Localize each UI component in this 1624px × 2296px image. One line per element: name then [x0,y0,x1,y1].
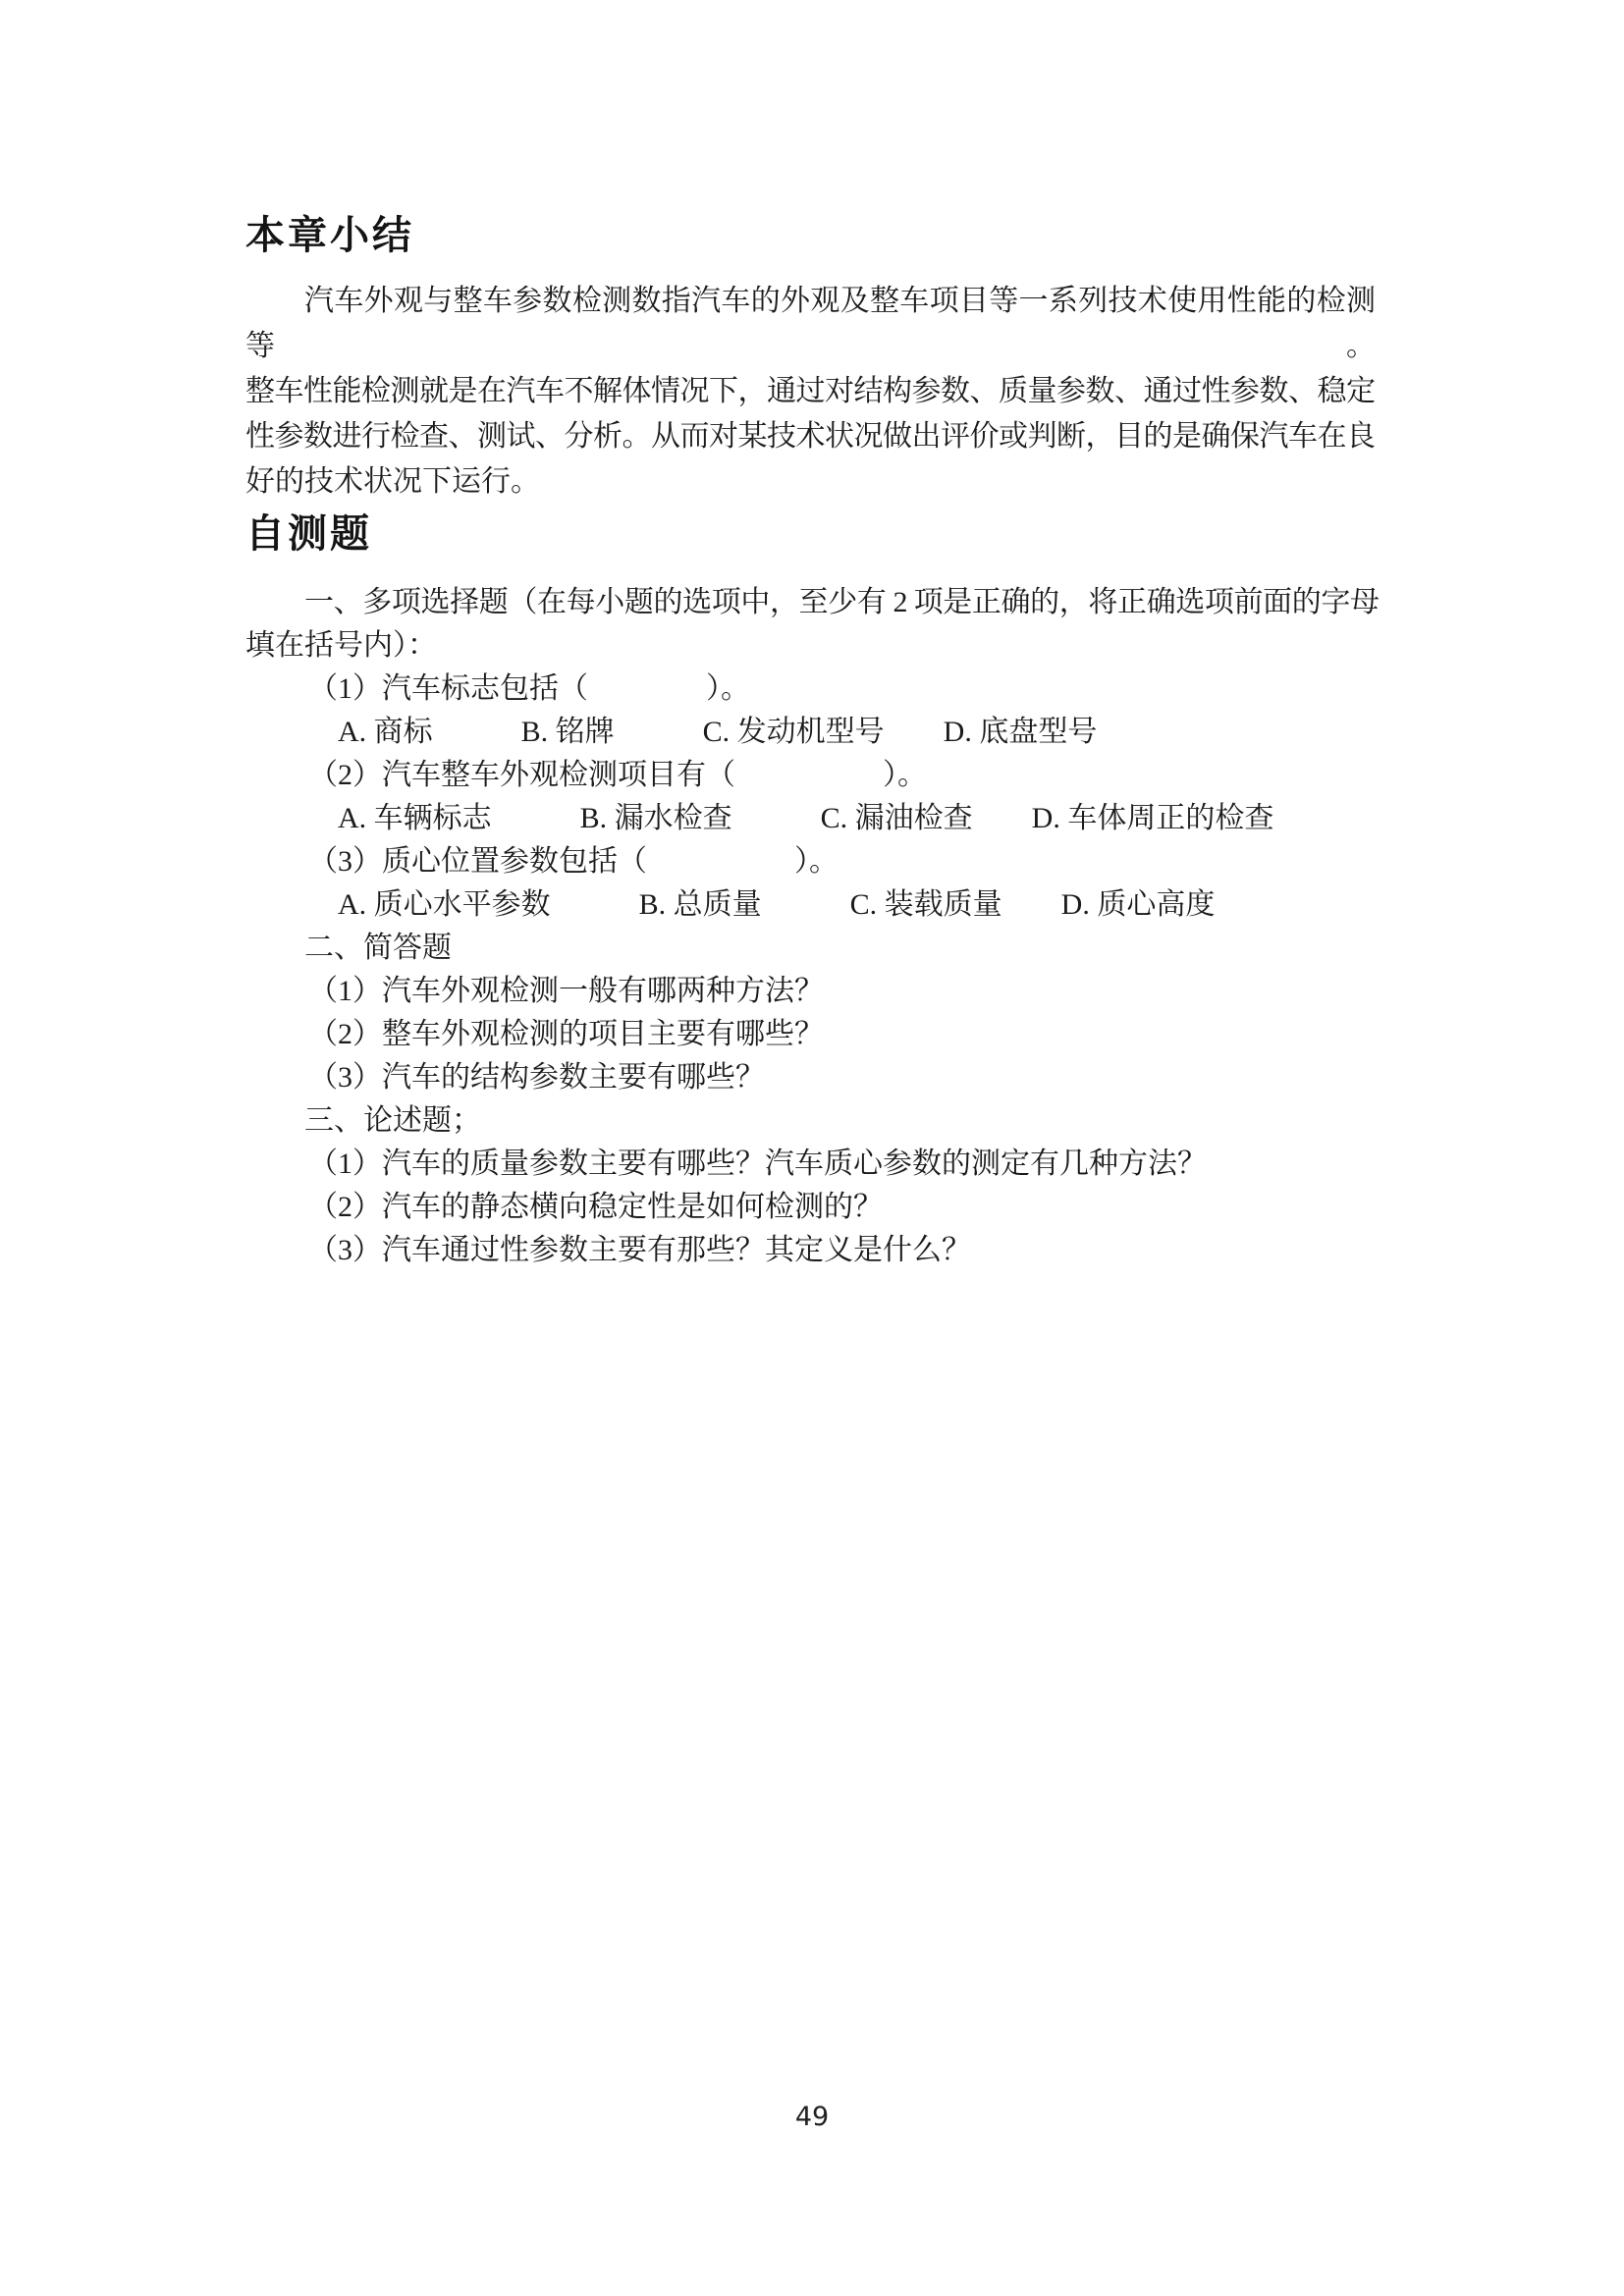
self-test-heading: 自测题 [245,511,372,557]
quiz-options: A. 质心水平参数 B. 总质量 C. 装载质量 D. 质心高度 [338,888,1216,921]
quiz-section-essay: 三、论述题； [304,1104,481,1137]
chapter-summary-heading: 本章小结 [245,213,414,258]
quiz-question: （3）质心位置参数包括（ ）。 [308,845,839,878]
quiz-question: （2）汽车的静态横向稳定性是如何检测的？ [308,1191,883,1223]
chapter-summary-paragraph [245,279,1375,505]
summary-line: 整车性能检测就是在汽车不解体情况下，通过对结构参数、质量参数、通过性参数、稳定 [245,375,1375,407]
summary-line: 汽车外观与整车参数检测数指汽车的外观及整车项目等一系列技术使用性能的检测等。 [245,285,1375,362]
quiz-section-multiple-choice: 一、多项选择题（在每小题的选项中，至少有 2 项是正确的，将正确选项前面的字母 [304,586,1379,618]
self-test-questions [245,581,1379,1272]
quiz-question: （1）汽车的质量参数主要有哪些？汽车质心参数的测定有几种方法？ [308,1148,1207,1180]
summary-line: 好的技术状况下运行。 [245,465,540,498]
quiz-options: A. 商标 B. 铭牌 C. 发动机型号 D. 底盘型号 [338,716,1098,748]
quiz-options: A. 车辆标志 B. 漏水检查 C. 漏油检查 D. 车体周正的检查 [338,802,1274,834]
quiz-question: （1）汽车标志包括（ ）。 [308,672,750,705]
quiz-question: （1）汽车外观检测一般有哪两种方法？ [308,975,824,1007]
quiz-section-short-answer: 二、简答题 [304,932,452,964]
quiz-question: （2）汽车整车外观检测项目有（ ）。 [308,759,927,791]
quiz-question: （2）整车外观检测的项目主要有哪些？ [308,1018,824,1050]
page-number: 49 [794,2102,830,2132]
quiz-question: （3）汽车通过性参数主要有那些？其定义是什么？ [308,1234,971,1266]
quiz-question: （3）汽车的结构参数主要有哪些？ [308,1061,765,1094]
summary-line: 性参数进行检查、测试、分析。从而对某技术状况做出评价或判断，目的是确保汽车在良 [245,420,1375,453]
quiz-section-continuation: 填在括号内）： [245,629,437,662]
